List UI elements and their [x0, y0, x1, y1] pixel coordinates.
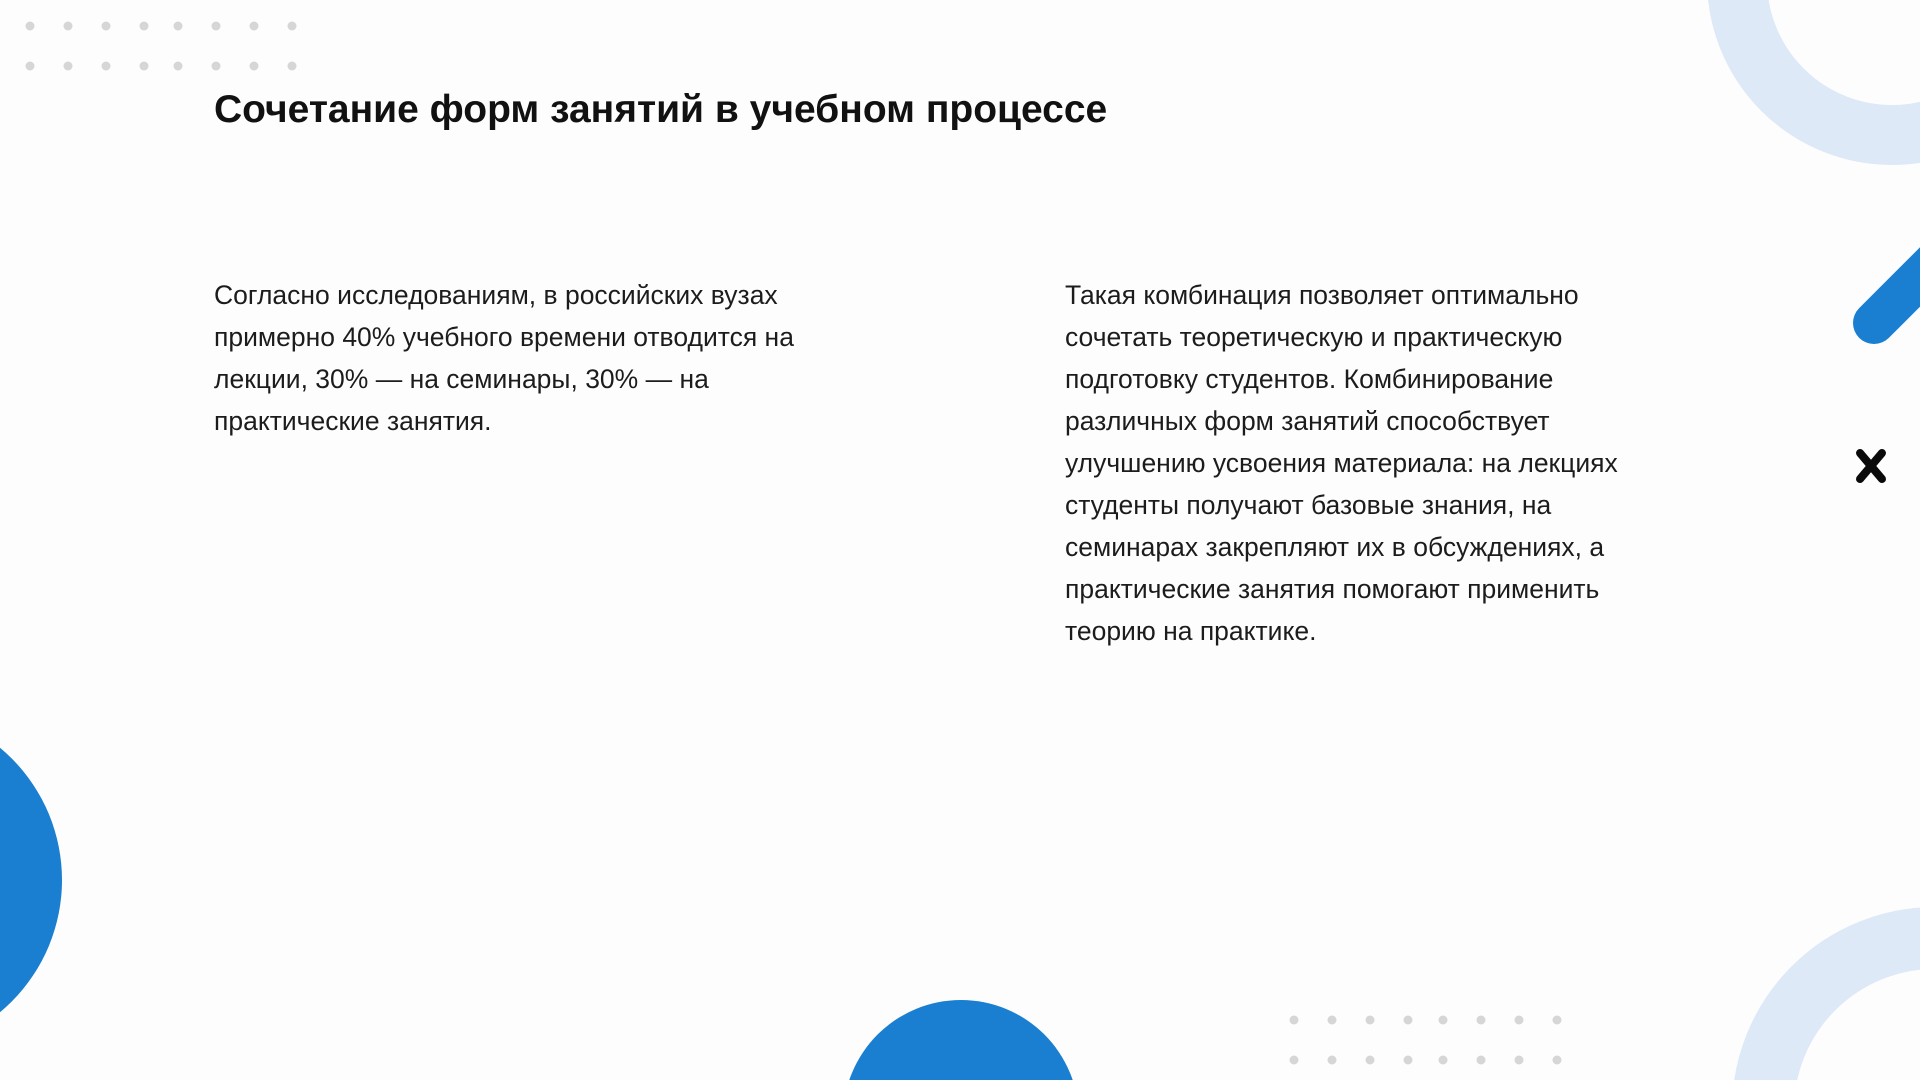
ring-bottom-right [1763, 938, 1920, 1080]
page-title: Сочетание форм занятий в учебном процессе [214, 88, 1108, 131]
circle-left [0, 708, 62, 1052]
right-paragraph: Такая комбинация позволяет оптимально сочетать теоретическую и практическую подготовку студентов. Комбинирование различных форм занятий способствует улучшению усвоения материала: на лекциях студенты получают базовые знания, на семинарах закрепляют их в обсуждениях, а практические занятия помогают применить теорию на практике. [1065, 280, 1618, 646]
half-circle-bottom [843, 1000, 1079, 1080]
left-paragraph: Согласно исследованиям, в российских вузах примерно 40% учебного времени отводится на лекции, 30% — на семинары, 30% — на практические занятия. [214, 280, 794, 436]
close-icon [1860, 453, 1882, 479]
diagonal-bar-right [1874, 207, 1920, 323]
ring-top-right [1737, 0, 1920, 135]
dot-grid-bottom-right [1290, 1016, 1562, 1065]
dot-grid-top-left [26, 22, 297, 71]
